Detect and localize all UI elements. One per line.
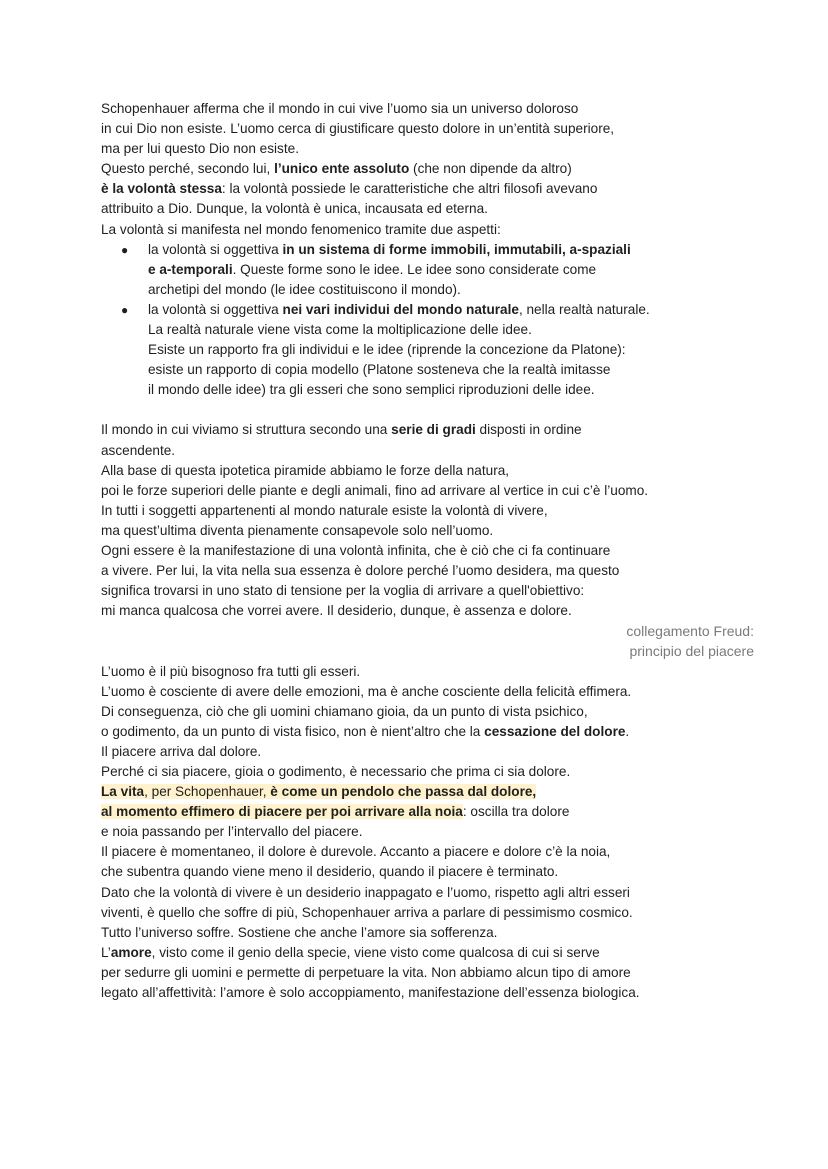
intro-paragraph xyxy=(101,99,741,240)
text-line: e noia passando per l’intervallo del piacere. xyxy=(101,824,363,840)
text-line: il mondo delle idee) tra gli esseri che sono semplici riproduzioni delle idee. xyxy=(148,382,595,398)
highlighted-line xyxy=(101,782,741,802)
text-span: Questo perché, secondo lui, xyxy=(101,161,275,177)
text-span: disposti in ordine xyxy=(475,422,582,438)
bold-term: cessazione del dolore xyxy=(484,723,626,739)
bullet-icon: ● xyxy=(121,302,129,317)
text-line: per sedurre gli uomini e permette di perpetuare la vita. Non abbiamo alcun tipo di amore xyxy=(101,964,631,980)
text-line: significa trovarsi in uno stato di tensione per la voglia di arrivare a quell'obiettivo: xyxy=(101,583,585,599)
text-span: . xyxy=(625,723,630,739)
text-line: che subentra quando viene meno il desiderio, quando il piacere è terminato. xyxy=(101,864,559,880)
side-note-line: principio del piacere xyxy=(629,643,754,660)
text-line: Ogni essere è la manifestazione di una volontà infinita, che è ciò che ci fa continuare xyxy=(101,542,611,558)
text-line: archetipi del mondo (le idee costituiscono il mondo). xyxy=(148,281,461,297)
highlight-span: , per Schopenhauer, xyxy=(144,784,271,800)
text-line: in cui Dio non esiste. L’uomo cerca di giustificare questo dolore in un’entità superiore, xyxy=(101,121,615,137)
text-line: Tutto l’universo soffre. Sostiene che anche l’amore sia sofferenza. xyxy=(101,924,498,940)
bullet-list xyxy=(101,240,741,401)
text-line: legato all’affettività: l’amore è solo accoppiamento, manifestazione dell’essenza biologica. xyxy=(101,985,640,1001)
list-item xyxy=(101,300,741,400)
text-line: Dato che la volontà di vivere è un desiderio inappagato e l’uomo, rispetto agli altri esseri xyxy=(101,884,630,900)
bold-term: in un sistema di forme immobili, immutabili, a-spaziali xyxy=(282,241,631,257)
highlight-span: al momento effimero di piacere per poi arrivare alla noia xyxy=(101,804,463,820)
text-line: Esiste un rapporto fra gli individui e le idee (riprende la concezione da Platone): xyxy=(148,342,626,358)
gradi-paragraph xyxy=(101,420,741,621)
text-span: Il mondo in cui viviamo si struttura secondo una xyxy=(101,422,392,438)
text-span: , visto come il genio della specie, viene visto come qualcosa di cui si serve xyxy=(151,944,600,960)
text-line xyxy=(101,159,741,179)
text-line xyxy=(101,943,741,963)
text-line: mi manca qualcosa che vorrei avere. Il desiderio, dunque, è assenza e dolore. xyxy=(101,603,572,619)
text-line: poi le forze superiori delle piante e degli animali, fino ad arrivare al vertice in cui c’è l’uomo. xyxy=(101,482,649,498)
bold-term: l’unico ente assoluto xyxy=(274,161,410,177)
bold-term: e a-temporali xyxy=(148,261,233,277)
list-item xyxy=(101,240,741,300)
text-line: La realtà naturale viene vista come la moltiplicazione delle idee. xyxy=(148,322,532,338)
text-line: Schopenhauer afferma che il mondo in cui vive l’uomo sia un universo doloroso xyxy=(101,101,579,116)
text-line xyxy=(148,240,741,260)
text-line xyxy=(148,300,741,320)
text-line: ascendente. xyxy=(101,442,176,458)
text-line: Il piacere è momentaneo, il dolore è durevole. Accanto a piacere e dolore c’è la noia, xyxy=(101,844,611,860)
text-span: : la volontà possiede le caratteristiche che altri filosofi avevano xyxy=(221,181,598,197)
text-line xyxy=(101,420,741,440)
bold-term: amore xyxy=(110,944,152,960)
text-line: La volontà si manifesta nel mondo fenomenico tramite due aspetti: xyxy=(101,221,501,237)
text-line: a vivere. Per lui, la vita nella sua essenza è dolore perché l’uomo desidera, ma questo xyxy=(101,563,620,579)
text-span: : oscilla tra dolore xyxy=(462,804,570,820)
text-line: L’uomo è il più bisognoso fra tutti gli esseri. xyxy=(101,663,361,679)
bold-term: serie di gradi xyxy=(391,422,476,438)
side-note xyxy=(101,621,754,661)
text-span: la volontà si oggettiva xyxy=(148,301,283,317)
text-line xyxy=(101,179,741,199)
text-line: Il piacere arriva dal dolore. xyxy=(101,743,262,759)
bold-term: è la volontà stessa xyxy=(101,181,222,197)
text-line: ma per lui questo Dio non esiste. xyxy=(101,141,299,157)
document-body xyxy=(101,99,754,1003)
piacere-paragraph xyxy=(101,662,741,1004)
text-span: , nella realtà naturale. xyxy=(518,301,650,317)
text-line: L’uomo è cosciente di avere delle emozioni, ma è anche cosciente della felicità effimera. xyxy=(101,683,632,699)
highlight-span: La vita xyxy=(101,784,145,800)
highlight-span: è come un pendolo che passa dal dolore, xyxy=(270,784,537,800)
bullet-icon: ● xyxy=(121,242,129,257)
text-line xyxy=(101,722,741,742)
text-span: . Queste forme sono le idee. Le idee sono considerate come xyxy=(232,261,597,277)
highlighted-line xyxy=(101,802,741,822)
bold-term: nei vari individui del mondo naturale xyxy=(282,301,519,317)
text-span: la volontà si oggettiva xyxy=(148,241,283,257)
text-line xyxy=(148,260,741,280)
text-line: viventi, è quello che soffre di più, Schopenhauer arriva a parlare di pessimismo cosmico. xyxy=(101,904,633,920)
text-line: In tutti i soggetti appartenenti al mondo naturale esiste la volontà di vivere, xyxy=(101,502,548,518)
text-line: esiste un rapporto di copia modello (Platone sosteneva che la realtà imitasse xyxy=(148,362,611,378)
text-line: attribuito a Dio. Dunque, la volontà è unica, incausata ed eterna. xyxy=(101,201,488,217)
side-note-line: collegamento Freud: xyxy=(626,623,754,640)
text-span: L’ xyxy=(101,944,111,960)
text-line: ma quest’ultima diventa pienamente consapevole solo nell’uomo. xyxy=(101,522,494,538)
text-line: Di conseguenza, ciò che gli uomini chiamano gioia, da un punto di vista psichico, xyxy=(101,703,588,719)
text-span: (che non dipende da altro) xyxy=(409,161,572,177)
text-span: o godimento, da un punto di vista fisico, non è nient’altro che la xyxy=(101,723,485,739)
text-line: Perché ci sia piacere, gioia o godimento, è necessario che prima ci sia dolore. xyxy=(101,764,571,779)
text-line: Alla base di questa ipotetica piramide abbiamo le forze della natura, xyxy=(101,462,510,478)
paragraph-gap xyxy=(101,400,741,420)
